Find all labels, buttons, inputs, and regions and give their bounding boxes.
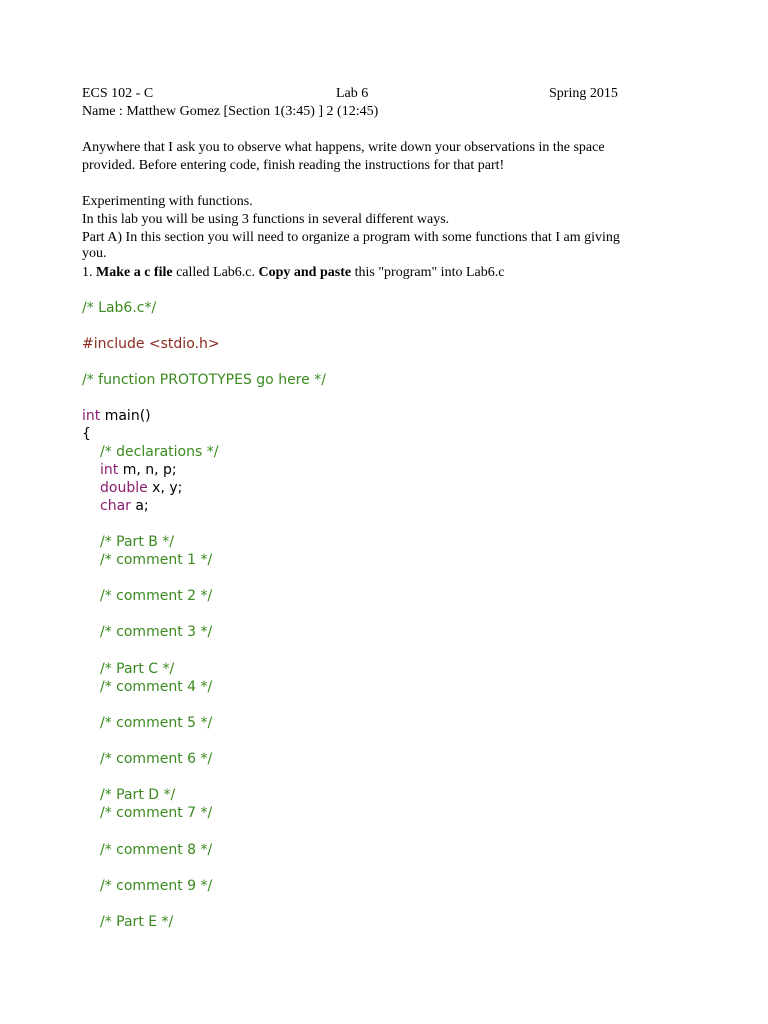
step-1-text-1: called Lab6.c. (172, 265, 259, 280)
part-a-line-2: you. (82, 246, 107, 261)
code-keyword-char: char (100, 498, 131, 514)
code-comment-5: /* comment 5 */ (100, 715, 213, 731)
code-keyword-int: int (100, 462, 119, 478)
instructions-line-2: In this lab you will be using 3 functions in several different ways. (82, 212, 450, 227)
code-prototypes-comment: /* function PROTOTYPES go here */ (82, 372, 326, 388)
code-declarations-comment: /* declarations */ (100, 444, 219, 460)
code-main-signature (82, 407, 151, 425)
code-part-e: /* Part E */ (100, 914, 174, 930)
step-1-number: 1. (82, 265, 96, 280)
lab-title: Lab 6 (336, 86, 369, 101)
code-part-d: /* Part D */ (100, 787, 176, 803)
intro-line-1: Anywhere that I ask you to observe what happens, write down your observations in the space (82, 140, 605, 155)
code-decl-char (100, 497, 149, 515)
code-decl-char-vars: a; (130, 498, 149, 514)
step-1 (82, 264, 504, 282)
code-keyword-int: int (82, 408, 101, 424)
step-1-bold-make-file: Make a c file (96, 265, 173, 280)
code-part-c: /* Part C */ (100, 661, 175, 677)
code-comment-4: /* comment 4 */ (100, 679, 213, 695)
code-comment-2: /* comment 2 */ (100, 588, 213, 604)
instructions-heading: Experimenting with functions. (82, 194, 253, 209)
code-decl-double-vars: x, y; (147, 480, 183, 496)
code-comment-7: /* comment 7 */ (100, 805, 213, 821)
code-open-brace: { (82, 426, 91, 442)
code-main-name: main() (100, 408, 151, 424)
student-name-line: Name : Matthew Gomez [Section 1(3:45) ] 2 (12:45) (82, 104, 379, 119)
code-include: #include <stdio.h> (82, 336, 220, 352)
code-comment-6: /* comment 6 */ (100, 751, 213, 767)
code-decl-int (100, 461, 177, 479)
step-1-bold-copy-paste: Copy and paste (258, 265, 352, 280)
term: Spring 2015 (549, 86, 618, 101)
code-decl-int-vars: m, n, p; (118, 462, 177, 478)
code-comment-8: /* comment 8 */ (100, 842, 213, 858)
step-1-text-2: this "program" into Lab6.c (351, 265, 505, 280)
code-comment-9: /* comment 9 */ (100, 878, 213, 894)
code-decl-double (100, 479, 182, 497)
code-comment-3: /* comment 3 */ (100, 624, 213, 640)
code-keyword-double: double (100, 480, 148, 496)
code-part-b: /* Part B */ (100, 534, 175, 550)
code-file-comment: /* Lab6.c*/ (82, 300, 157, 316)
intro-line-2: provided. Before entering code, finish reading the instructions for that part! (82, 158, 505, 173)
course-code: ECS 102 - C (82, 86, 154, 101)
code-comment-1: /* comment 1 */ (100, 552, 213, 568)
part-a-line-1: Part A) In this section you will need to organize a program with some functions that I am giving (82, 230, 620, 245)
